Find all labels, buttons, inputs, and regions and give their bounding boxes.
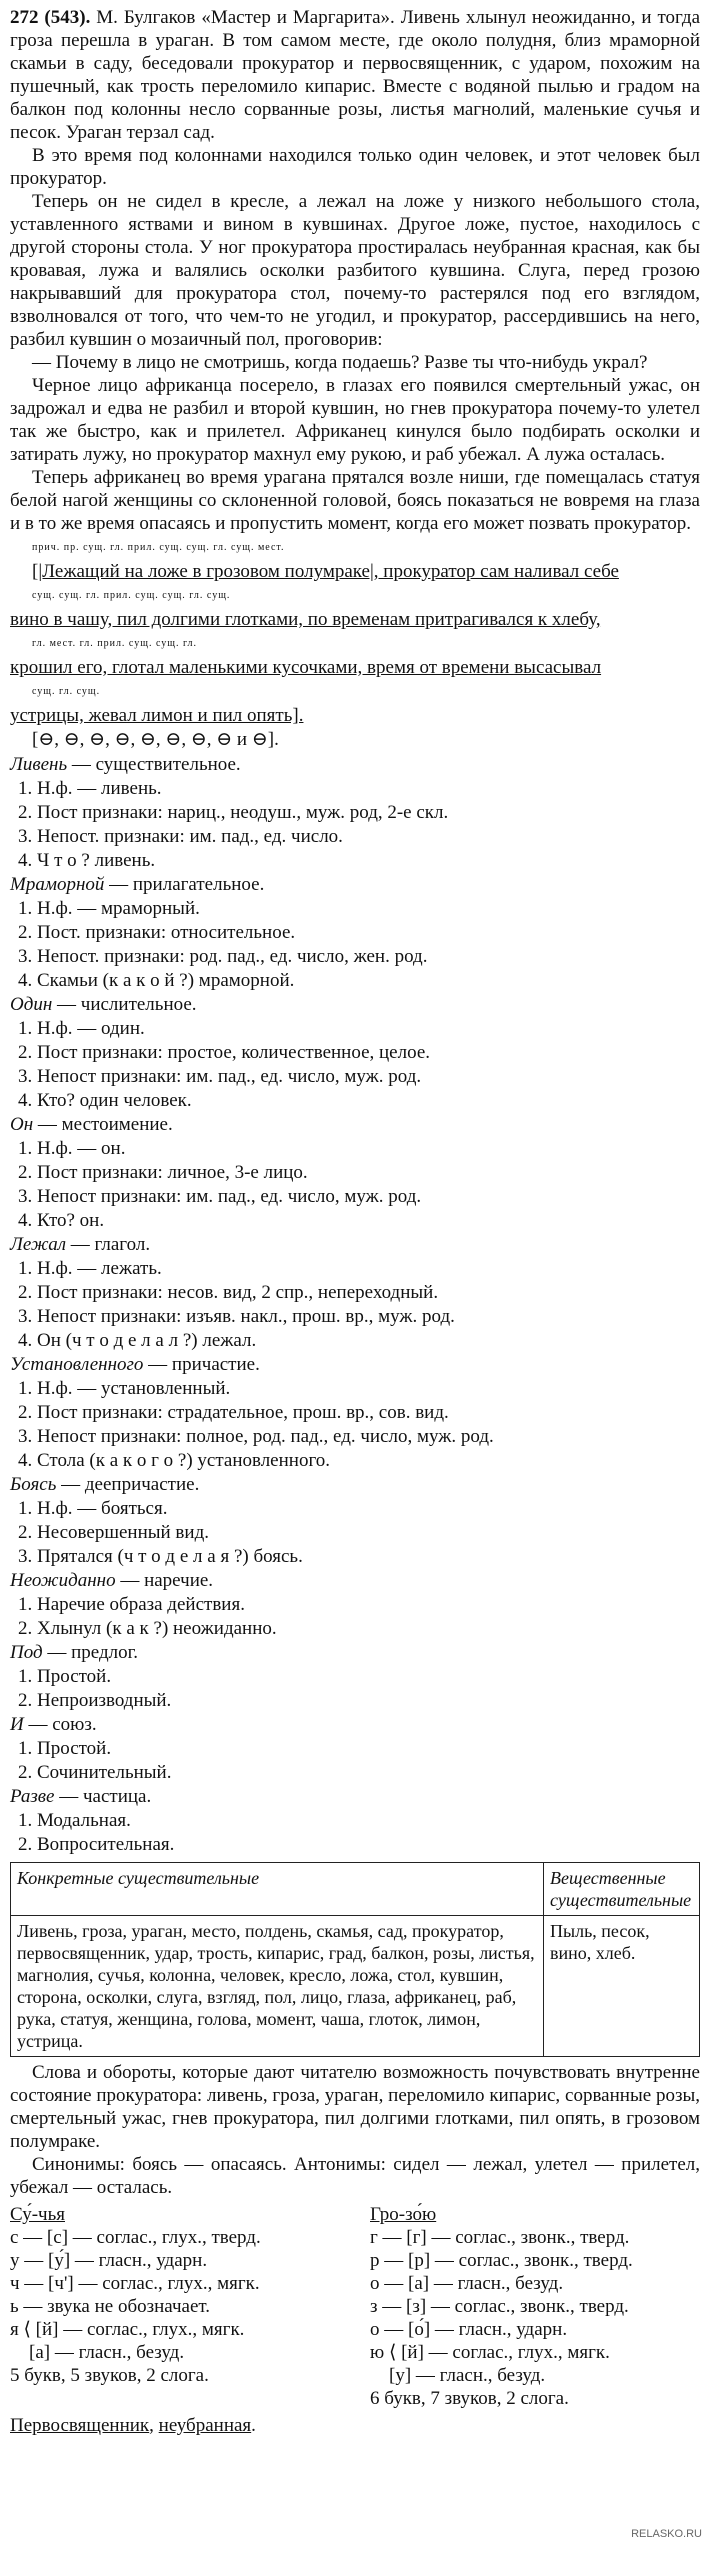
morpheme-words: Первосвященник, неубранная. xyxy=(10,2415,256,2436)
analysis-word: Лежал xyxy=(10,1234,67,1255)
analysis-pos: — деепричастие. xyxy=(61,1474,200,1495)
morpheme-word-2: неубранная xyxy=(158,2415,252,2436)
analysis-pos: — предлог. xyxy=(47,1642,138,1663)
table-header-concrete: Конкретные существительные xyxy=(11,1863,544,1916)
analysis-word: Он xyxy=(10,1114,34,1135)
analysis-heading xyxy=(10,1569,700,1592)
nouns-table xyxy=(10,1862,700,2057)
watermark: RELASKO.RU xyxy=(631,2528,702,2540)
text-paragraph-3: Теперь он не сидел в кресле, а лежал на ложе у низкого небольшого стола, уставленного яствами и вином в кувшинах. Другое ложе, пустое, находилось с другой стороны стола. У ног прокуратора простиралась неубранная красная, как бы кровавая, лужа и валялись осколки разбитого кувшина. Слуга, перед грозою накрывавший для прокуратора стол, почему-то растерялся под его взглядом, взволновался от того, что чем-то не угодил, и прокуратор, рассердившись на него, разбил кувшин о мозаичный пол, проговорив: xyxy=(10,191,700,350)
phonetic-left xyxy=(10,2203,340,2410)
analysis-item: 1. Н.ф. — один. xyxy=(18,1018,145,1039)
analysis-item: 1. Н.ф. — он. xyxy=(18,1138,126,1159)
analysis-pos: — причастие. xyxy=(148,1354,260,1375)
analysis-item: 4. Скамьи (к а к о й ?) мраморной. xyxy=(18,970,295,991)
phonetic-word-right: Гро-зо́ю xyxy=(370,2204,437,2225)
analysis-item: 2. Вопросительная. xyxy=(18,1834,175,1855)
sentence-scheme: [⊖, ⊖, ⊖, ⊖, ⊖, ⊖, ⊖, ⊖ и ⊖]. xyxy=(32,729,279,750)
analysis-heading xyxy=(10,873,700,896)
analysis-item: 2. Непроизводный. xyxy=(18,1690,172,1711)
phonetic-right xyxy=(370,2203,700,2410)
analysis-item: 2. Пост признаки: страдательное, прош. вр., сов. вид. xyxy=(18,1402,449,1423)
analysis-pos: — союз. xyxy=(28,1714,97,1735)
analysis-pos: — числительное. xyxy=(57,994,197,1015)
analysis-pos: — частица. xyxy=(59,1786,152,1807)
analysis-heading xyxy=(10,1641,700,1664)
analysis-item: 1. Простой. xyxy=(18,1738,112,1759)
phonetic-analysis xyxy=(10,2203,700,2410)
sentence-labels-3: гл. мест. гл. прил. сущ. сущ. гл. xyxy=(32,638,198,649)
sentence-line-1: [|Лежащий на ложе в грозовом полумраке|, прокуратор сам наливал себе xyxy=(32,561,619,582)
analysis-pos: — местоимение. xyxy=(37,1114,173,1135)
words-paragraph: Слова и обороты, которые дают читателю возможность почувствовать внутренне состояние прокуратора: ливень, гроза, ураган, переломило кипарис, сорванные розы, смертельный ужас, гнев прокуратора, пил долгими глотками, пил опять, в грозовом полумраке. xyxy=(10,2062,700,2152)
analysis-item: 3. Непост признаки: изъяв. накл., прош. вр., муж. род. xyxy=(18,1306,455,1327)
analysis-word: Неожиданно xyxy=(10,1570,116,1591)
analysis-word: Под xyxy=(10,1642,43,1663)
exercise-number: 272 (543). xyxy=(10,7,91,28)
phonetic-row: с — [с] — соглас., глух., тверд. xyxy=(10,2227,261,2248)
analysis-heading xyxy=(10,1785,700,1808)
phonetic-row: о — [а] — гласн., безуд. xyxy=(370,2273,564,2294)
sentence-line-4: устрицы, жевал лимон и пил опять]. xyxy=(10,705,304,726)
analysis-word: Мраморной xyxy=(10,874,105,895)
text-paragraph-2: В это время под колоннами находился только один человек, и этот человек был прокуратор. xyxy=(10,145,700,189)
analysis-heading xyxy=(10,753,700,776)
analysis-item: 3. Непост. признаки: род. пад., ед. число, жен. род. xyxy=(18,946,428,967)
analysis-heading xyxy=(10,993,700,1016)
analysis-word: Разве xyxy=(10,1786,55,1807)
sentence-labels-2: сущ. сущ. гл. прил. сущ. сущ. гл. сущ. xyxy=(32,590,231,601)
analysis-item: 4. Кто? один человек. xyxy=(18,1090,192,1111)
phonetic-row: ю ⟨ [й] — соглас., глух., мягк. xyxy=(370,2342,610,2363)
analysis-pos: — глагол. xyxy=(70,1234,151,1255)
analysis-item: 3. Непост. признаки: им. пад., ед. число. xyxy=(18,826,343,847)
analysis-item: 2. Пост признаки: несов. вид, 2 спр., непереходный. xyxy=(18,1282,439,1303)
analysis-pos: — наречие. xyxy=(120,1570,214,1591)
analysis-heading xyxy=(10,1713,700,1736)
analysis-item: 3. Непост признаки: им. пад., ед. число, муж. род. xyxy=(18,1186,422,1207)
synonyms-paragraph: Синонимы: боясь — опасаясь. Антонимы: сидел — лежал, улетел — прилетел, убежал — осталась. xyxy=(10,2154,700,2198)
analysis-heading xyxy=(10,1113,700,1136)
phonetic-row: з — [з] — соглас., звонк., тверд. xyxy=(370,2296,629,2317)
text-paragraph-4: — Почему в лицо не смотришь, когда подаешь? Разве ты что-нибудь украл? xyxy=(32,352,648,373)
phonetic-row: [а] — гласн., безуд. xyxy=(10,2342,185,2363)
analysis-item: 3. Непост признаки: им. пад., ед. число, муж. род. xyxy=(18,1066,422,1087)
page xyxy=(10,6,700,2437)
text-paragraph-5: Черное лицо африканца посерело, в глазах его появился смертельный ужас, он задрожал и едва не разбил и второй кувшин, но гнев прокуратора почему-то улетел так же быстро, как и прилетел. Африканец кинулся было подбирать осколки и затирать лужу, но прокуратор махнул ему рукою, и раб убежал. А лужа осталась. xyxy=(10,375,700,465)
analysis-word: Ливень xyxy=(10,754,68,775)
table-cell-material: Пыль, песок, вино, хлеб. xyxy=(544,1916,700,2057)
analysis-pos: — прилагательное. xyxy=(109,874,265,895)
intro-paragraph xyxy=(10,6,700,144)
sentence-line-3: крошил его, глотал маленькими кусочками, время от времени высасывал xyxy=(10,657,602,678)
phonetic-row: р — [р] — соглас., звонк., тверд. xyxy=(370,2250,633,2271)
analysis-item: 1. Н.ф. — ливень. xyxy=(18,778,162,799)
analysis-pos: — существительное. xyxy=(71,754,241,775)
table-cell-concrete: Ливень, гроза, ураган, место, полдень, скамья, сад, прокуратор, первосвященник, удар, трость, кипарис, град, балкон, розы, листья, магнолия, сучья, колонна, человек, кресло, ложа, стол, кувшин, сторона, осколки, слуга, взгляд, пол, лицо, глаза, африканец, раб, рука, статуя, женщина, голова, момент, чаша, глоток, лимон, устрица. xyxy=(11,1916,544,2057)
analysis-item: 1. Н.ф. — установленный. xyxy=(18,1378,231,1399)
phonetic-row: о — [о́] — гласн., ударн. xyxy=(370,2319,568,2340)
text-paragraph-6: Теперь африканец во время урагана прятался возле ниши, где помещалась статуя белой нагой женщины со склоненной головой, боясь показаться не вовремя на глаза и в то же время опасаясь и пропустить момент, когда его может позвать прокуратор. xyxy=(10,467,700,534)
analysis-word: Установленного xyxy=(10,1354,144,1375)
text-paragraph-1: Ливень хлынул неожиданно, и тогда гроза перешла в ураган. В том самом месте, где около полудня, близ мраморной скамьи в саду, беседовали прокуратор и первосвященник, с ударом, похожим на пушечный, как трость переломило кипарис. Вместе с водяной пылью и градом на балкон под колонны несло сорванные розы, листья магнолий, маленькие сучья и песок. Ураган терзал сад. xyxy=(10,7,701,143)
table-header-material: Вещественные существительные xyxy=(544,1863,700,1916)
analysis-item: 2. Сочинительный. xyxy=(18,1762,172,1783)
analysis-item: 2. Несовершенный вид. xyxy=(18,1522,209,1543)
analysis-item: 1. Н.ф. — мраморный. xyxy=(18,898,200,919)
analysis-item: 4. Он (ч т о д е л а л ?) лежал. xyxy=(18,1330,257,1351)
analysis-item: 4. Стола (к а к о г о ?) установленного. xyxy=(18,1450,331,1471)
analysis-item: 2. Пост. признаки: относительное. xyxy=(18,922,296,943)
analysis-item: 2. Хлынул (к а к ?) неожиданно. xyxy=(18,1618,277,1639)
phonetic-row: г — [г] — соглас., звонк., тверд. xyxy=(370,2227,630,2248)
analysis-item: 2. Пост признаки: нариц., неодуш., муж. род, 2-е скл. xyxy=(18,802,449,823)
phonetic-row: я ⟨ [й] — соглас., глух., мягк. xyxy=(10,2319,245,2340)
phonetic-word-left: Су́-чья xyxy=(10,2204,65,2225)
analysis-word: Один xyxy=(10,994,53,1015)
sentence-parse xyxy=(10,537,700,751)
analysis-item: 2. Пост признаки: простое, количественное, целое. xyxy=(18,1042,430,1063)
analysis-item: 4. Ч т о ? ливень. xyxy=(18,850,156,871)
sentence-labels-1: прич. пр. сущ. гл. прил. сущ. сущ. гл. сущ. мест. xyxy=(32,542,285,553)
morphology-analysis xyxy=(10,753,700,1856)
analysis-word: Боясь xyxy=(10,1474,57,1495)
phonetic-row: у — [у́] — гласн., ударн. xyxy=(10,2250,208,2271)
analysis-item: 2. Пост признаки: личное, 3-е лицо. xyxy=(18,1162,308,1183)
analysis-item: 3. Непост признаки: полное, род. пад., ед. число, муж. род. xyxy=(18,1426,494,1447)
phonetic-total: 6 букв, 7 звуков, 2 слога. xyxy=(370,2388,569,2409)
analysis-item: 1. Простой. xyxy=(18,1666,112,1687)
morpheme-word-1: Первосвященник xyxy=(10,2415,150,2436)
analysis-item: 1. Н.ф. — бояться. xyxy=(18,1498,168,1519)
analysis-item: 3. Прятался (ч т о д е л а я ?) боясь. xyxy=(18,1546,303,1567)
analysis-item: 1. Н.ф. — лежать. xyxy=(18,1258,162,1279)
analysis-item: 4. Кто? он. xyxy=(18,1210,105,1231)
analysis-item: 1. Модальная. xyxy=(18,1810,131,1831)
analysis-heading xyxy=(10,1473,700,1496)
analysis-heading xyxy=(10,1233,700,1256)
analysis-word: И xyxy=(10,1714,24,1735)
analysis-item: 1. Наречие образа действия. xyxy=(18,1594,245,1615)
phonetic-row: ч — [ч'] — соглас., глух., мягк. xyxy=(10,2273,260,2294)
phonetic-total: 5 букв, 5 звуков, 2 слога. xyxy=(10,2365,209,2386)
phonetic-row: ь — звука не обозначает. xyxy=(10,2296,211,2317)
sentence-line-2: вино в чашу, пил долгими глотками, по временам притрагивался к хлебу, xyxy=(10,609,601,630)
source-title: М. Булгаков «Мастер и Маргарита». xyxy=(96,7,395,28)
sentence-labels-4: сущ. гл. сущ. xyxy=(32,686,101,697)
analysis-heading xyxy=(10,1353,700,1376)
phonetic-row: [у] — гласн., безуд. xyxy=(370,2365,546,2386)
